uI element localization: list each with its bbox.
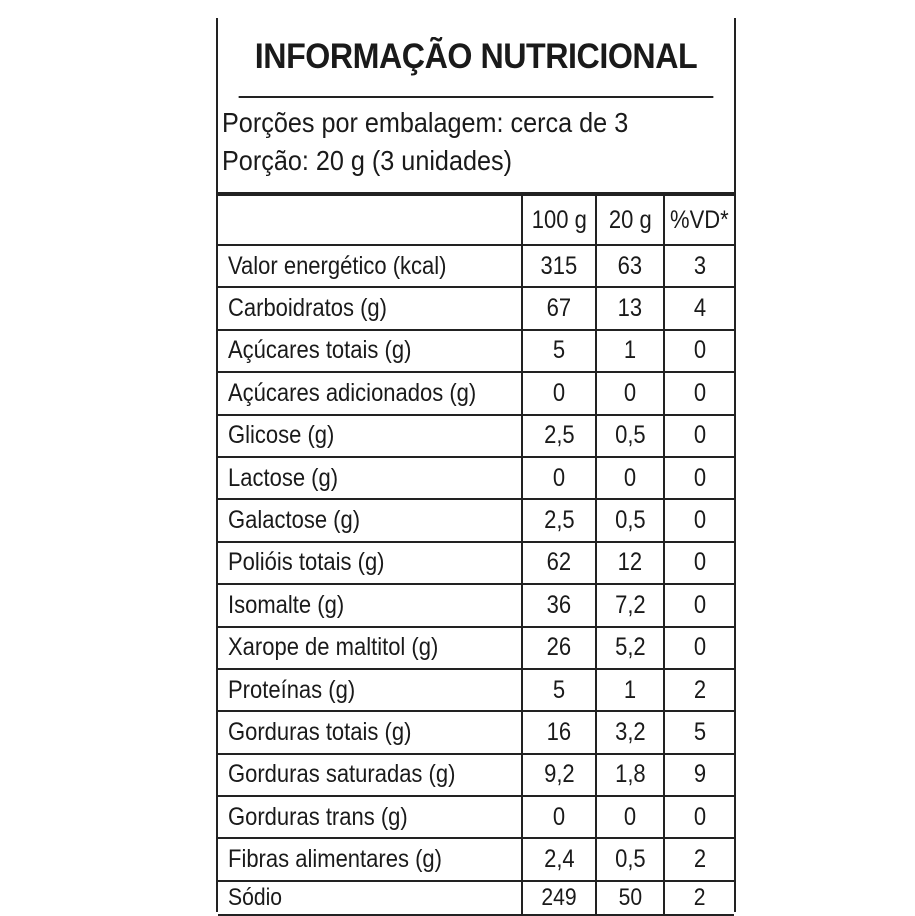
value-per-portion: 0 [596,796,664,838]
table-row [218,711,734,753]
value-per-portion: 0,5 [596,499,664,541]
nutrient-name: Carboidratos (g) [218,287,522,329]
value-per-portion: 50 [596,881,664,915]
table-row [218,287,734,329]
value-daily-percent: 0 [664,415,734,457]
value-per-portion: 0 [596,457,664,499]
nutrient-name: Lactose (g) [218,457,522,499]
nutrient-name: Galactose (g) [218,499,522,541]
value-daily-percent: 9 [664,754,734,796]
value-per-portion: 7,2 [596,584,664,626]
value-daily-percent: 2 [664,881,734,915]
table-row [218,754,734,796]
value-per-100g: 0 [522,372,596,414]
value-per-portion: 3,2 [596,711,664,753]
table-row [218,796,734,838]
value-per-100g: 2,4 [522,838,596,880]
table-row [218,669,734,711]
value-daily-percent: 3 [664,245,734,287]
table-row [218,457,734,499]
table-row [218,245,734,287]
value-daily-percent: 2 [664,669,734,711]
value-daily-percent: 0 [664,542,734,584]
servings-per-package: Porções por embalagem: cerca de 3 [222,107,629,138]
value-daily-percent: 0 [664,796,734,838]
nutrient-name: Gorduras saturadas (g) [218,754,522,796]
value-per-portion: 0,5 [596,838,664,880]
value-per-100g: 2,5 [522,415,596,457]
value-daily-percent: 0 [664,457,734,499]
table-row [218,838,734,880]
table-body [218,245,734,915]
value-per-100g: 0 [522,457,596,499]
value-daily-percent: 0 [664,584,734,626]
portion-size: Porção: 20 g (3 unidades) [222,145,512,176]
nutrient-name: Proteínas (g) [218,669,522,711]
nutrient-name: Xarope de maltitol (g) [218,627,522,669]
value-per-100g: 16 [522,711,596,753]
table-row [218,542,734,584]
value-per-100g: 9,2 [522,754,596,796]
value-per-portion: 13 [596,287,664,329]
header-per-100g: 100 g [522,195,596,245]
nutrient-name: Valor energético (kcal) [218,245,522,287]
table-row [218,627,734,669]
header-nutrient [218,195,522,245]
value-per-100g: 67 [522,287,596,329]
header-daily-value: %VD* [664,195,734,245]
value-daily-percent: 0 [664,372,734,414]
value-per-100g: 315 [522,245,596,287]
value-per-100g: 26 [522,627,596,669]
value-per-100g: 249 [522,881,596,915]
table-header-row [218,195,734,245]
value-per-portion: 0 [596,372,664,414]
nutrient-name: Açúcares adicionados (g) [218,372,522,414]
header-per-portion: 20 g [596,195,664,245]
panel-title: INFORMAÇÃO NUTRICIONAL [239,18,714,98]
value-per-portion: 0,5 [596,415,664,457]
nutrient-name: Gorduras trans (g) [218,796,522,838]
table-row [218,584,734,626]
value-per-100g: 5 [522,669,596,711]
table-row [218,372,734,414]
value-per-portion: 1 [596,669,664,711]
value-daily-percent: 0 [664,499,734,541]
value-daily-percent: 4 [664,287,734,329]
serving-info [222,104,628,180]
value-per-100g: 62 [522,542,596,584]
value-per-100g: 2,5 [522,499,596,541]
value-per-portion: 5,2 [596,627,664,669]
value-daily-percent: 5 [664,711,734,753]
nutrient-name: Açúcares totais (g) [218,330,522,372]
value-per-portion: 63 [596,245,664,287]
value-daily-percent: 0 [664,330,734,372]
table-row [218,415,734,457]
nutrient-name: Fibras alimentares (g) [218,838,522,880]
nutrition-facts-panel [216,18,736,912]
value-per-portion: 12 [596,542,664,584]
nutrient-name: Gorduras totais (g) [218,711,522,753]
nutrient-name: Polióis totais (g) [218,542,522,584]
value-per-100g: 0 [522,796,596,838]
nutrient-name: Glicose (g) [218,415,522,457]
value-daily-percent: 2 [664,838,734,880]
table-row [218,330,734,372]
nutrient-name: Sódio [218,881,522,915]
value-per-portion: 1,8 [596,754,664,796]
nutrition-table [218,194,734,916]
value-daily-percent: 0 [664,627,734,669]
nutrient-name: Isomalte (g) [218,584,522,626]
value-per-100g: 5 [522,330,596,372]
table-row [218,499,734,541]
table-row [218,881,734,915]
value-per-portion: 1 [596,330,664,372]
value-per-100g: 36 [522,584,596,626]
